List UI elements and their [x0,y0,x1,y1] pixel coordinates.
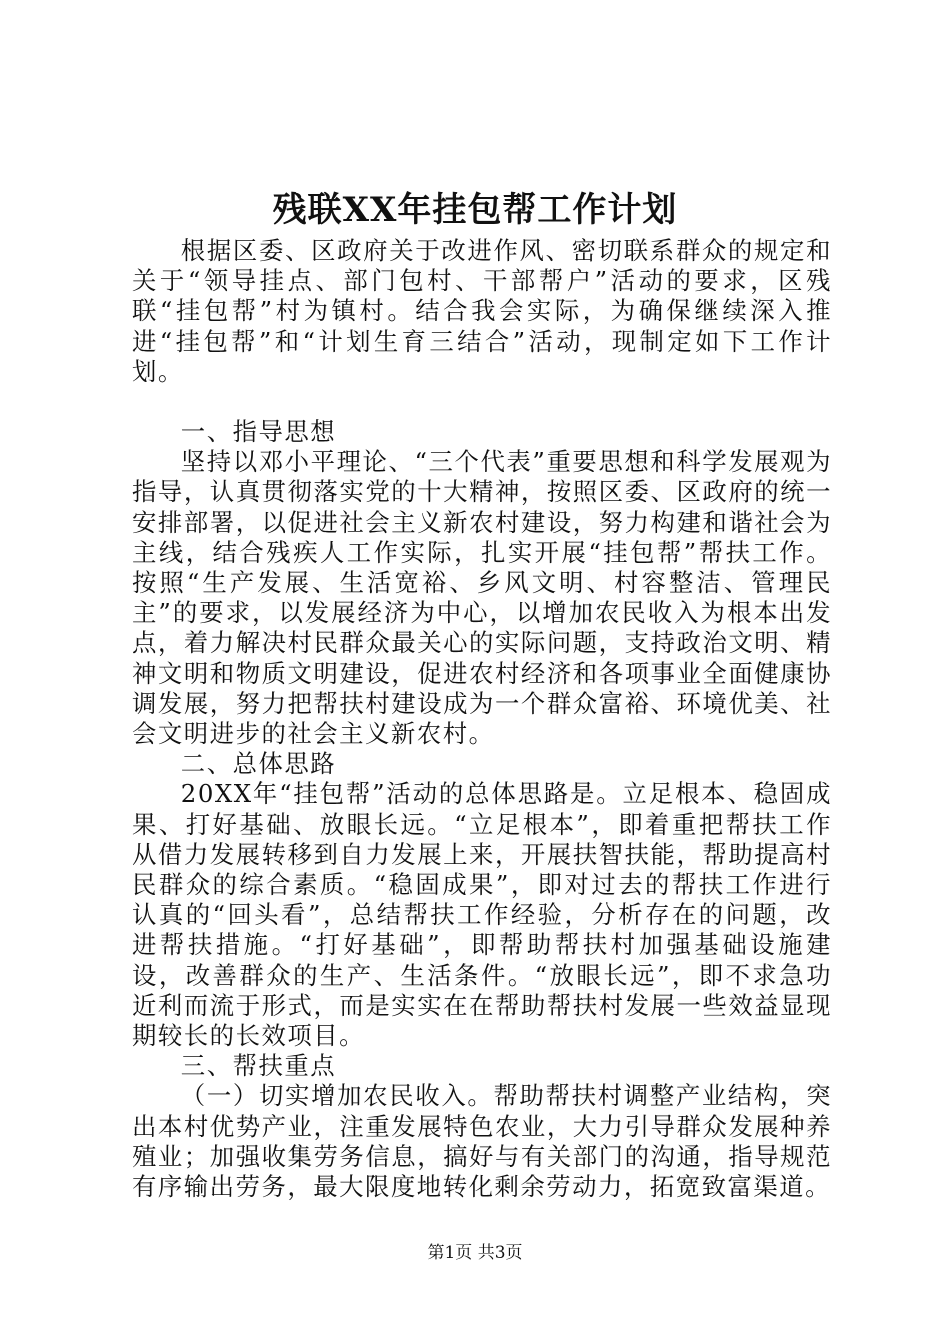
section-heading-guiding-ideology: 一、指导思想 [180,417,337,447]
section-heading-overall-approach: 二、总体思路 [180,749,337,779]
document-title: 残联XX年挂包帮工作计划 [272,190,678,230]
paragraph-spacer [132,387,832,417]
document-body [132,236,832,1202]
page-indicator: 第1页 共3页 [427,1243,523,1263]
section-heading-assistance-focus: 三、帮扶重点 [180,1051,337,1081]
section-paragraph-assistance-focus: （一）切实增加农民收入。帮助帮扶村调整产业结构，突出本村优势产业，注重发展特色农业，大力引导群众发展种养殖业；加强收集劳务信息，搞好与有关部门的沟通，指导规范有序输出劳务，最大限度地转化剩余劳动力，拓宽致富渠道。 [132,1081,832,1202]
section-paragraph-overall-approach: 20XX年“挂包帮”活动的总体思路是。立足根本、稳固成果、打好基础、放眼长远。“立足根本”，即着重把帮扶工作从借力发展转移到自力发展上来，开展扶智扶能，帮助提高村民群众的综合素质。“稳固成果”，即对过去的帮扶工作进行认真的“回头看”，总结帮扶工作经验，分析存在的问题，改进帮扶措施。“打好基础”，即帮助帮扶村加强基础设施建设，改善群众的生产、生活条件。“放眼长远”，即不求急功近利而流于形式，而是实实在在帮助帮扶村发展一些效益显现期较长的长效项目。 [132,779,832,1051]
intro-paragraph: 根据区委、区政府关于改进作风、密切联系群众的规定和关于“领导挂点、部门包村、干部帮户”活动的要求，区残联“挂包帮”村为镇村。结合我会实际，为确保继续深入推进“挂包帮”和“计划生育三结合”活动，现制定如下工作计划。 [132,236,832,386]
section-paragraph-guiding-ideology: 坚持以邓小平理论、“三个代表”重要思想和科学发展观为指导，认真贯彻落实党的十大精神，按照区委、区政府的统一安排部署，以促进社会主义新农村建设，努力构建和谐社会为主线，结合残疾人工作实际，扎实开展“挂包帮”帮扶工作。按照“生产发展、生活宽裕、乡风文明、村容整洁、管理民主”的要求，以发展经济为中心，以增加农民收入为根本出发点，着力解决村民群众最关心的实际问题，支持政治文明、精神文明和物质文明建设，促进农村经济和各项事业全面健康协调发展，努力把帮扶村建设成为一个群众富裕、环境优美、社会文明进步的社会主义新农村。 [132,447,832,749]
